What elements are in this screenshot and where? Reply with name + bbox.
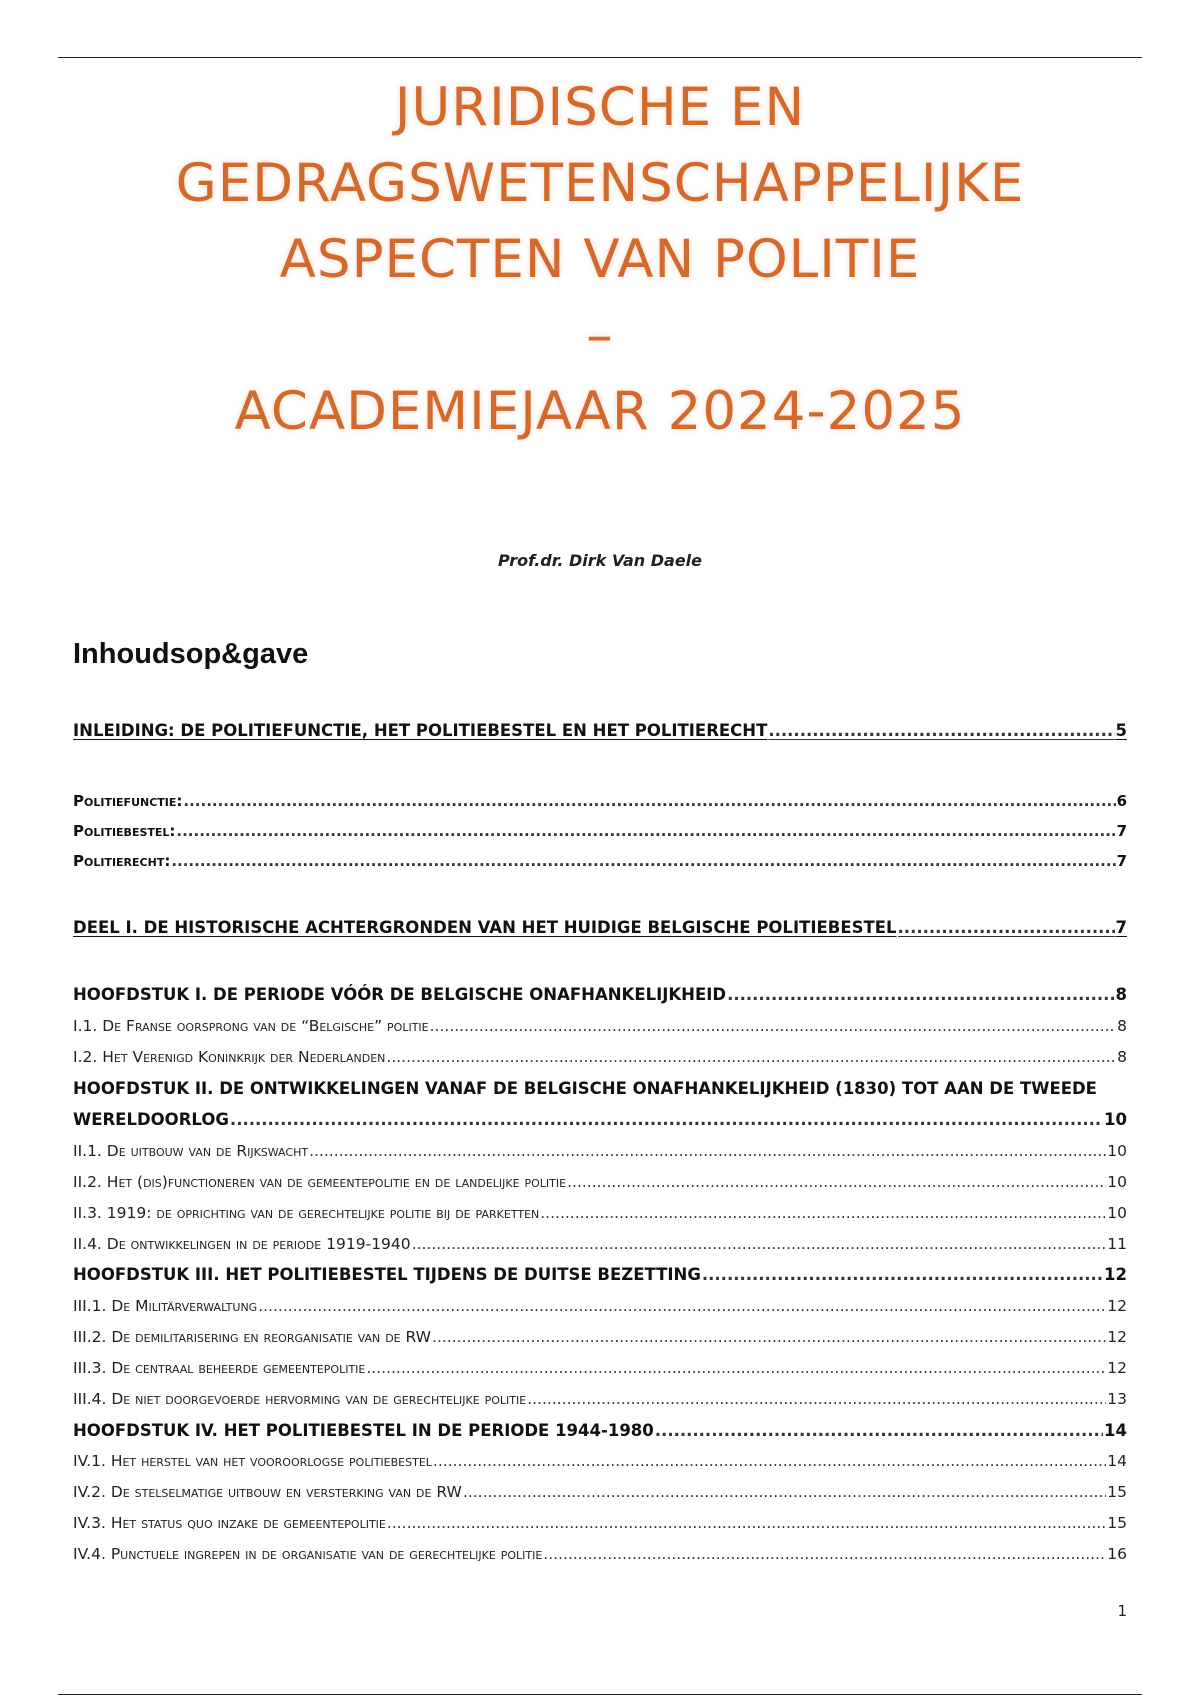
toc-entry-label: III.4. De niet doorgevoerde hervorming van de gerechtelijke politie: [73, 1390, 527, 1408]
toc-leader-dots: [463, 1483, 1106, 1501]
toc-entry-inleiding[interactable]: [73, 721, 1127, 740]
toc-entry-label: Politierecht:: [73, 852, 171, 870]
toc-entry-label: WERELDOORLOG: [73, 1110, 229, 1129]
toc-leader-dots: [412, 1235, 1107, 1253]
toc-leader-dots: [432, 1328, 1106, 1346]
title-line: JURIDISCHE EN: [394, 77, 806, 138]
toc-entry-label: II.3. 1919: de oprichting van de gerechtelijke politie bij de parketten: [73, 1204, 540, 1222]
toc-leader-dots: [727, 985, 1114, 1004]
title-line: GEDRAGSWETENSCHAPPELIJKE: [175, 153, 1025, 214]
toc-entry-label: I.2. Het Verenigd Koninkrijk der Nederlanden: [73, 1048, 386, 1066]
toc-leader-dots: [430, 1017, 1117, 1035]
toc-entry-hoofdstuk-iv[interactable]: [73, 1421, 1127, 1440]
toc-entry-iii-4[interactable]: [73, 1390, 1127, 1408]
title-line: –: [586, 305, 614, 366]
toc-entry-iv-2[interactable]: [73, 1483, 1127, 1501]
toc-entry-label: DEEL I. DE HISTORISCHE ACHTERGRONDEN VAN HET HUIDIGE BELGISCHE POLITIEBESTEL: [73, 918, 897, 937]
toc-entry-label: HOOFDSTUK III. HET POLITIEBESTEL TIJDENS DE DUITSE BEZETTING: [73, 1265, 701, 1284]
toc-entry-label: IV.3. Het status quo inzake de gemeentepolitie: [73, 1514, 386, 1532]
toc-entry-page: 8: [1117, 1017, 1127, 1035]
toc-leader-dots: [230, 1110, 1103, 1129]
toc-leader-dots: [567, 1173, 1106, 1191]
toc-entry-page: 7: [1116, 822, 1127, 840]
toc-entry-politiefunctie[interactable]: [73, 792, 1127, 810]
toc-entry-ii-1[interactable]: [73, 1142, 1127, 1160]
toc-entry-i-2[interactable]: [73, 1048, 1127, 1066]
toc-heading: Inhoudsop&gave: [73, 638, 309, 670]
toc-entry-label: II.4. De ontwikkelingen in de periode 1919-1940: [73, 1235, 411, 1253]
toc-entry-label: III.3. De centraal beheerde gemeentepolitie: [73, 1359, 366, 1377]
toc-entry-page: 10: [1107, 1142, 1127, 1160]
toc-entry-iii-3[interactable]: [73, 1359, 1127, 1377]
toc-entry-hoofdstuk-iii[interactable]: [73, 1265, 1127, 1284]
toc-leader-dots: [898, 918, 1115, 937]
toc-entry-label: I.1. De Franse oorsprong van de “Belgische” politie: [73, 1017, 429, 1035]
toc-entry-iii-2[interactable]: [73, 1328, 1127, 1346]
toc-entry-page: 16: [1107, 1545, 1127, 1563]
toc-entry-label: II.1. De uitbouw van de Rijkswacht: [73, 1142, 309, 1160]
toc-entry-page: 10: [1107, 1204, 1127, 1222]
toc-entry-page: 10: [1104, 1110, 1127, 1129]
toc-entry-page: 13: [1107, 1390, 1127, 1408]
toc-entry-label: IV.1. Het herstel van het vooroorlogse politiebestel: [73, 1452, 432, 1470]
toc-entry-label: IV.4. Punctuele ingrepen in de organisatie van de gerechtelijke politie: [73, 1545, 543, 1563]
toc-leader-dots: [309, 1142, 1106, 1160]
toc-leader-dots: [527, 1390, 1106, 1408]
toc-leader-dots: [183, 792, 1115, 810]
toc-entry-page: 7: [1116, 852, 1127, 870]
toc-entry-page: 6: [1116, 792, 1127, 810]
toc-entry-page: 15: [1107, 1483, 1127, 1501]
author: Prof.dr. Dirk Van Daele: [497, 551, 703, 570]
toc-entry-page: 7: [1115, 918, 1127, 937]
toc-entry-ii-2[interactable]: [73, 1173, 1127, 1191]
toc-entry-politierecht[interactable]: [73, 852, 1127, 870]
toc-entry-page: 5: [1115, 721, 1127, 740]
toc-entry-label: III.1. De Militärverwaltung: [73, 1297, 258, 1315]
toc-entry-hoofdstuk-ii-line1[interactable]: [73, 1079, 1127, 1098]
toc-leader-dots: [702, 1265, 1103, 1284]
toc-entry-hoofdstuk-i[interactable]: [73, 985, 1127, 1004]
toc-entry-page: 12: [1107, 1359, 1127, 1377]
top-rule: [58, 57, 1142, 58]
toc-entry-page: 12: [1104, 1265, 1127, 1284]
document-title: [58, 70, 1142, 450]
toc-leader-dots: [433, 1452, 1106, 1470]
toc-leader-dots: [366, 1359, 1106, 1377]
toc-entry-politiebestel[interactable]: [73, 822, 1127, 840]
toc-entry-label: HOOFDSTUK I. DE PERIODE VÓÓR DE BELGISCHE ONAFHANKELIJKHEID: [73, 985, 727, 1004]
toc-leader-dots: [258, 1297, 1106, 1315]
toc-entry-page: 8: [1117, 1048, 1127, 1066]
toc-entry-page: 12: [1107, 1328, 1127, 1346]
toc-entry-iii-1[interactable]: [73, 1297, 1127, 1315]
toc-leader-dots: [176, 822, 1115, 840]
toc-entry-label: HOOFDSTUK II. DE ONTWIKKELINGEN VANAF DE BELGISCHE ONAFHANKELIJKHEID (1830) TOT AAN DE TWEEDE: [73, 1079, 1097, 1098]
toc-entry-page: 15: [1107, 1514, 1127, 1532]
toc-entry-iv-1[interactable]: [73, 1452, 1127, 1470]
toc-entry-label: IV.2. De stelselmatige uitbouw en versterking van de RW: [73, 1483, 462, 1501]
toc-entry-ii-4[interactable]: [73, 1235, 1127, 1253]
title-line: ASPECTEN VAN POLITIE: [279, 229, 921, 290]
toc-entry-i-1[interactable]: [73, 1017, 1127, 1035]
toc-entry-iv-4[interactable]: [73, 1545, 1127, 1563]
toc-leader-dots: [543, 1545, 1106, 1563]
toc-entry-ii-3[interactable]: [73, 1204, 1127, 1222]
toc-entry-label: Politiefunctie:: [73, 792, 183, 810]
toc-leader-dots: [655, 1421, 1103, 1440]
toc-leader-dots: [540, 1204, 1106, 1222]
title-line: ACADEMIEJAAR 2024-2025: [234, 381, 966, 442]
toc-entry-label: INLEIDING: DE POLITIEFUNCTIE, HET POLITIEBESTEL EN HET POLITIERECHT: [73, 721, 768, 740]
toc-entry-hoofdstuk-ii[interactable]: [73, 1110, 1127, 1129]
toc-entry-label: Politiebestel:: [73, 822, 176, 840]
toc-entry-iv-3[interactable]: [73, 1514, 1127, 1532]
page-number: 1: [1117, 1602, 1127, 1620]
toc-entry-deel-i[interactable]: [73, 918, 1127, 937]
toc-entry-page: 12: [1107, 1297, 1127, 1315]
toc-entry-label: HOOFDSTUK IV. HET POLITIEBESTEL IN DE PERIODE 1944-1980: [73, 1421, 654, 1440]
toc-entry-page: 11: [1107, 1235, 1127, 1253]
toc-leader-dots: [768, 721, 1114, 740]
toc-entry-page: 14: [1104, 1421, 1127, 1440]
toc-entry-page: 10: [1107, 1173, 1127, 1191]
toc-entry-page: 8: [1115, 985, 1127, 1004]
toc-leader-dots: [387, 1514, 1106, 1532]
toc-entry-label: III.2. De demilitarisering en reorganisatie van de RW: [73, 1328, 432, 1346]
toc-leader-dots: [386, 1048, 1116, 1066]
bottom-rule: [58, 1694, 1142, 1695]
toc-entry-label: II.2. Het (dis)functioneren van de gemeentepolitie en de landelijke politie: [73, 1173, 567, 1191]
toc-leader-dots: [171, 852, 1115, 870]
toc-entry-page: 14: [1107, 1452, 1127, 1470]
